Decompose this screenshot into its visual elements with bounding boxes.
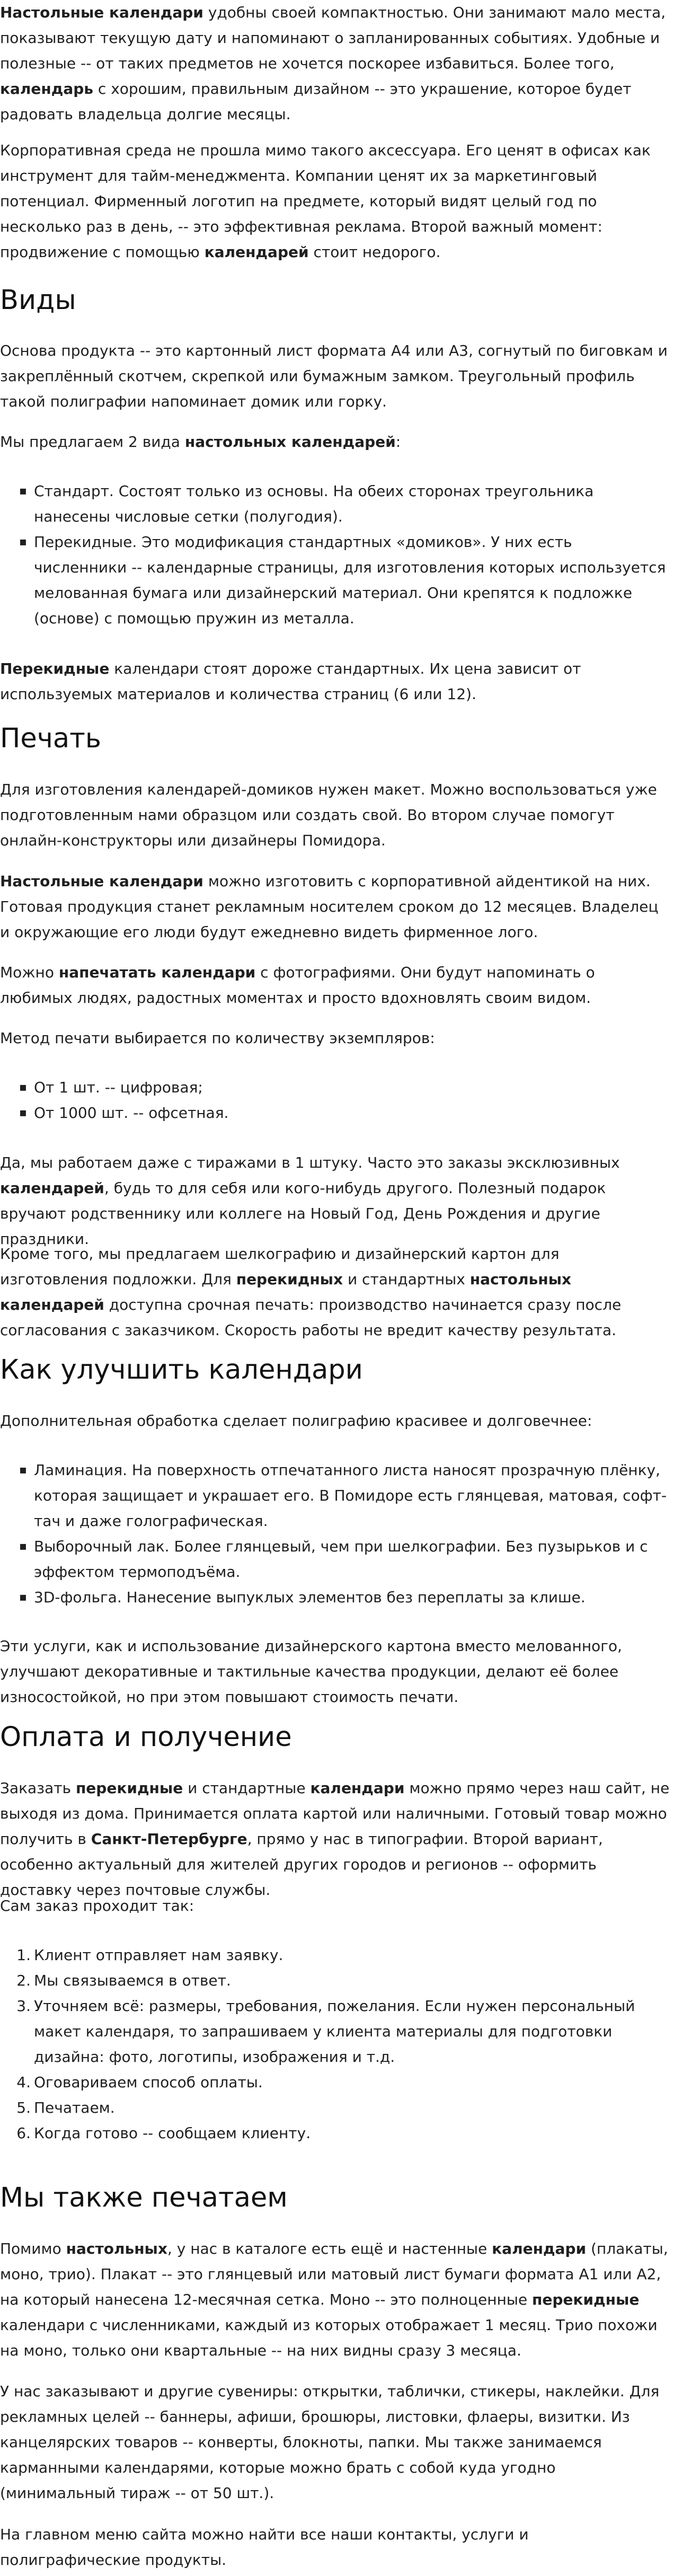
text-run: Для изготовления календарей-домиков нужен макет. Можно воспользоваться уже подготовленным нами образцом или создать свой. Во втором случае помогут онлайн-конструкторы или дизайнеры Помидора.	[0, 781, 657, 849]
text-run: календари стоят дороже стандартных. Их цена зависит от используемых материалов и количества страниц (6 или 12).	[0, 660, 581, 703]
paragraph	[0, 1634, 670, 1710]
bullet-list-item	[19, 479, 668, 530]
paragraph	[0, 960, 670, 1011]
text-run: Можно	[0, 964, 59, 981]
bullet-icon: ▪	[19, 1540, 27, 1553]
text-run: доступна срочная печать: производство начинается сразу после согласования с заказчиком. Скорость работы не вредит качеству результата.	[0, 1296, 622, 1339]
bold-text: перекидных	[236, 1271, 343, 1288]
text-run: Да, мы работаем даже с тиражами в 1 штуку. Часто это заказы эксклюзивных	[0, 1154, 620, 1171]
paragraph	[0, 338, 670, 414]
bullet-icon: ▪	[19, 535, 27, 549]
section-heading: Мы также печатаем	[0, 2182, 288, 2213]
numbered-list-item	[16, 1943, 668, 1968]
text-run: удобны своей компактностью. Они занимают мало места, показывают текущую дату и напоминают о запланированных событиях. Удобные и полезные -- от таких предметов не хочется поскорее избавиться. Более того,	[0, 4, 666, 72]
bold-text: календари	[310, 1779, 405, 1797]
bullet-icon: ▪	[19, 1106, 27, 1119]
bold-text: календарь	[0, 80, 93, 98]
text-run: Ламинация. На поверхность отпечатанного листа наносят прозрачную плёнку, которая защищает и украшает его. В Помидоре есть глянцевая, матовая, софт-тач и даже голографическая.	[34, 1461, 667, 1530]
bold-text: настольных календарей	[184, 433, 396, 451]
bold-text: перекидные	[532, 2291, 640, 2308]
bullet-list-item	[19, 1534, 668, 1585]
paragraph	[0, 1150, 670, 1252]
paragraph	[0, 777, 670, 853]
text-run: Эти услуги, как и использование дизайнерского картона вместо мелованного, улучшают декоративные и тактильные качества продукции, делают её более износостойкой, но при этом повышают стоимость печати.	[0, 1637, 622, 1706]
paragraph	[0, 1776, 670, 1903]
bullet-icon: ▪	[19, 484, 27, 498]
text-run: стоит недорого.	[308, 243, 441, 261]
text-run: Сам заказ проходит так:	[0, 1897, 194, 1915]
section-heading: Печать	[0, 723, 101, 754]
text-run: , у нас в каталоге есть ещё и настенные	[167, 2240, 492, 2257]
bold-text: Перекидные	[0, 660, 110, 677]
list-number: 4.	[16, 2074, 31, 2091]
section-heading: Оплата и получение	[0, 1722, 292, 1753]
bullet-list-item	[19, 1585, 668, 1610]
bullet-list-item	[19, 1100, 668, 1126]
text-run: Уточняем всё: размеры, требования, пожелания. Если нужен персональный макет календаря, то запрашиваем у клиента материалы для подготовки дизайна: фото, логотипы, изображения и т.д.	[34, 1997, 635, 2066]
bullet-list-item	[19, 1458, 668, 1534]
text-run: , прямо у нас в типографии. Второй вариант, особенно актуальный для жителей других городов и регионов -- оформить доставку через почтовые службы.	[0, 1830, 603, 1899]
text-run: можно прямо через наш сайт, не выходя из дома. Принимается оплата картой или наличными. Готовый товар можно получить в	[0, 1779, 670, 1848]
list-number: 5.	[16, 2099, 31, 2116]
bold-text: настольных календарей	[0, 1271, 571, 1313]
text-run: 3D-фольга. Нанесение выпуклых элементов без переплаты за клише.	[34, 1589, 586, 1606]
numbered-list-item	[16, 2095, 668, 2121]
bold-text: Санкт-Петербурге	[91, 1830, 247, 1848]
text-run: На главном меню сайта можно найти все наши контакты, услуги и полиграфические продукты.	[0, 2526, 529, 2569]
section-heading: Как улучшить календари	[0, 1354, 363, 1386]
bullet-icon: ▪	[19, 1463, 27, 1477]
bold-text: настольных	[66, 2240, 167, 2257]
bold-text: Настольные календари	[0, 4, 203, 21]
text-run: Стандарт. Состоят только из основы. На обеих сторонах треугольника нанесены числовые сетки (полугодия).	[34, 482, 594, 525]
paragraph	[0, 656, 670, 707]
text-run: Мы предлагаем 2 вида	[0, 433, 185, 451]
text-run: Основа продукта -- это картонный лист формата А4 или А3, согнутый по биговкам и закреплённый скотчем, скрепкой или бумажным замком. Треугольный профиль такой полиграфии напоминает домик или горку.	[0, 342, 668, 410]
text-run: можно изготовить с корпоративной айдентикой на них. Готовая продукция станет рекламным носителем сроком до 12 месяцев. Владелец и окружающие его люди будут ежедневно видеть фирменное лого.	[0, 872, 659, 941]
numbered-list-item	[16, 1968, 668, 1993]
text-run: Когда готово -- сообщаем клиенту.	[34, 2124, 311, 2142]
paragraph	[0, 138, 670, 265]
text-run: У нас заказывают и другие сувениры: открытки, таблички, стикеры, наклейки. Для рекламных целей -- баннеры, афиши, брошюры, листовки, флаеры, визитки. Из канцелярских товаров -- конверты, блокноты, папки. Мы также занимаемся карманными календарями, которые можно брать с собой куда угодно (минимальный тираж -- от 50 шт.).	[0, 2383, 660, 2502]
bold-text: напечатать календари	[58, 964, 256, 981]
text-run: с фотографиями. Они будут напоминать о любимых людях, радостных моментах и просто вдохновлять своим видом.	[0, 964, 595, 1007]
text-run: Клиент отправляет нам заявку.	[34, 1946, 284, 1964]
paragraph	[0, 1026, 670, 1051]
text-run: Мы связываемся в ответ.	[34, 1972, 231, 1989]
bold-text: календарей	[0, 1179, 104, 1197]
paragraph	[0, 2379, 670, 2506]
paragraph	[0, 2522, 670, 2573]
paragraph	[0, 869, 670, 945]
bullet-list-item	[19, 530, 668, 631]
text-run: (плакаты, моно, трио). Плакат -- это глянцевый или матовый лист бумаги формата А1 или А2, на который нанесена 12-месячная сетка. Моно -- это полноценные	[0, 2240, 668, 2308]
text-run: Кроме того, мы предлагаем шелкографию и дизайнерский картон для изготовления подложки. Для	[0, 1245, 560, 1288]
bullet-list-item	[19, 1075, 668, 1100]
bullet-icon: ▪	[19, 1591, 27, 1604]
text-run: :	[395, 433, 401, 451]
paragraph	[0, 0, 670, 127]
paragraph	[0, 1893, 670, 1919]
text-run: Выборочный лак. Более глянцевый, чем при шелкографии. Без пузырьков и с эффектом термоподъёма.	[34, 1538, 648, 1581]
text-run: От 1000 шт. -- офсетная.	[34, 1104, 229, 1122]
text-run: От 1 шт. -- цифровая;	[34, 1079, 203, 1096]
bullet-icon: ▪	[19, 1081, 27, 1094]
text-run: и стандартные	[183, 1779, 311, 1797]
text-run: Заказать	[0, 1779, 76, 1797]
numbered-list-item	[16, 2070, 668, 2095]
paragraph	[0, 1408, 670, 1434]
numbered-list-item	[16, 1993, 668, 2070]
list-number: 2.	[16, 1972, 31, 1989]
list-number: 3.	[16, 1997, 31, 2015]
bold-text: перекидные	[75, 1779, 183, 1797]
text-run: Печатаем.	[34, 2099, 115, 2116]
text-run: , будь то для себя или кого-нибудь другого. Полезный подарок вручают родственнику или коллеге на Новый Год, День Рождения и другие праздники.	[0, 1179, 606, 1248]
text-run: с хорошим, правильным дизайном -- это украшение, которое будет радовать владельца долгие месяцы.	[0, 80, 632, 123]
paragraph	[0, 429, 670, 455]
text-run: календари с численниками, каждый из которых отображает 1 месяц. Трио похожи на моно, только они квартальные -- на них видны сразу 3 месяца.	[0, 2316, 658, 2359]
text-run: Перекидные. Это модификация стандартных «домиков». У них есть численники -- календарные страницы, для изготовления которых используется мелованная бумага или дизайнерский материал. Они крепятся к подложке (основе) с помощью пружин из металла.	[34, 533, 666, 627]
bold-text: календарей	[204, 243, 309, 261]
text-run: Помимо	[0, 2240, 66, 2257]
list-number: 6.	[16, 2124, 31, 2142]
section-heading: Виды	[0, 285, 76, 316]
text-run: Дополнительная обработка сделает полиграфию красивее и долговечнее:	[0, 1412, 592, 1430]
bold-text: Настольные календари	[0, 872, 203, 890]
numbered-list-item	[16, 2121, 668, 2146]
list-number: 1.	[16, 1946, 31, 1964]
text-run: и стандартных	[343, 1271, 470, 1288]
text-run: Корпоративная среда не прошла мимо такого аксессуара. Его ценят в офисах как инструмент для тайм-менеджмента. Компании ценят их за маркетинговый потенциал. Фирменный логотип на предмете, который видят целый год по несколько раз в день, -- это эффективная реклама. Второй важный момент: продвижение с помощью	[0, 142, 651, 261]
text-run: Оговариваем способ оплаты.	[34, 2074, 263, 2091]
paragraph	[0, 2236, 670, 2363]
text-run: Метод печати выбирается по количеству экземпляров:	[0, 1029, 435, 1047]
paragraph	[0, 1241, 670, 1343]
bold-text: календари	[492, 2240, 587, 2257]
